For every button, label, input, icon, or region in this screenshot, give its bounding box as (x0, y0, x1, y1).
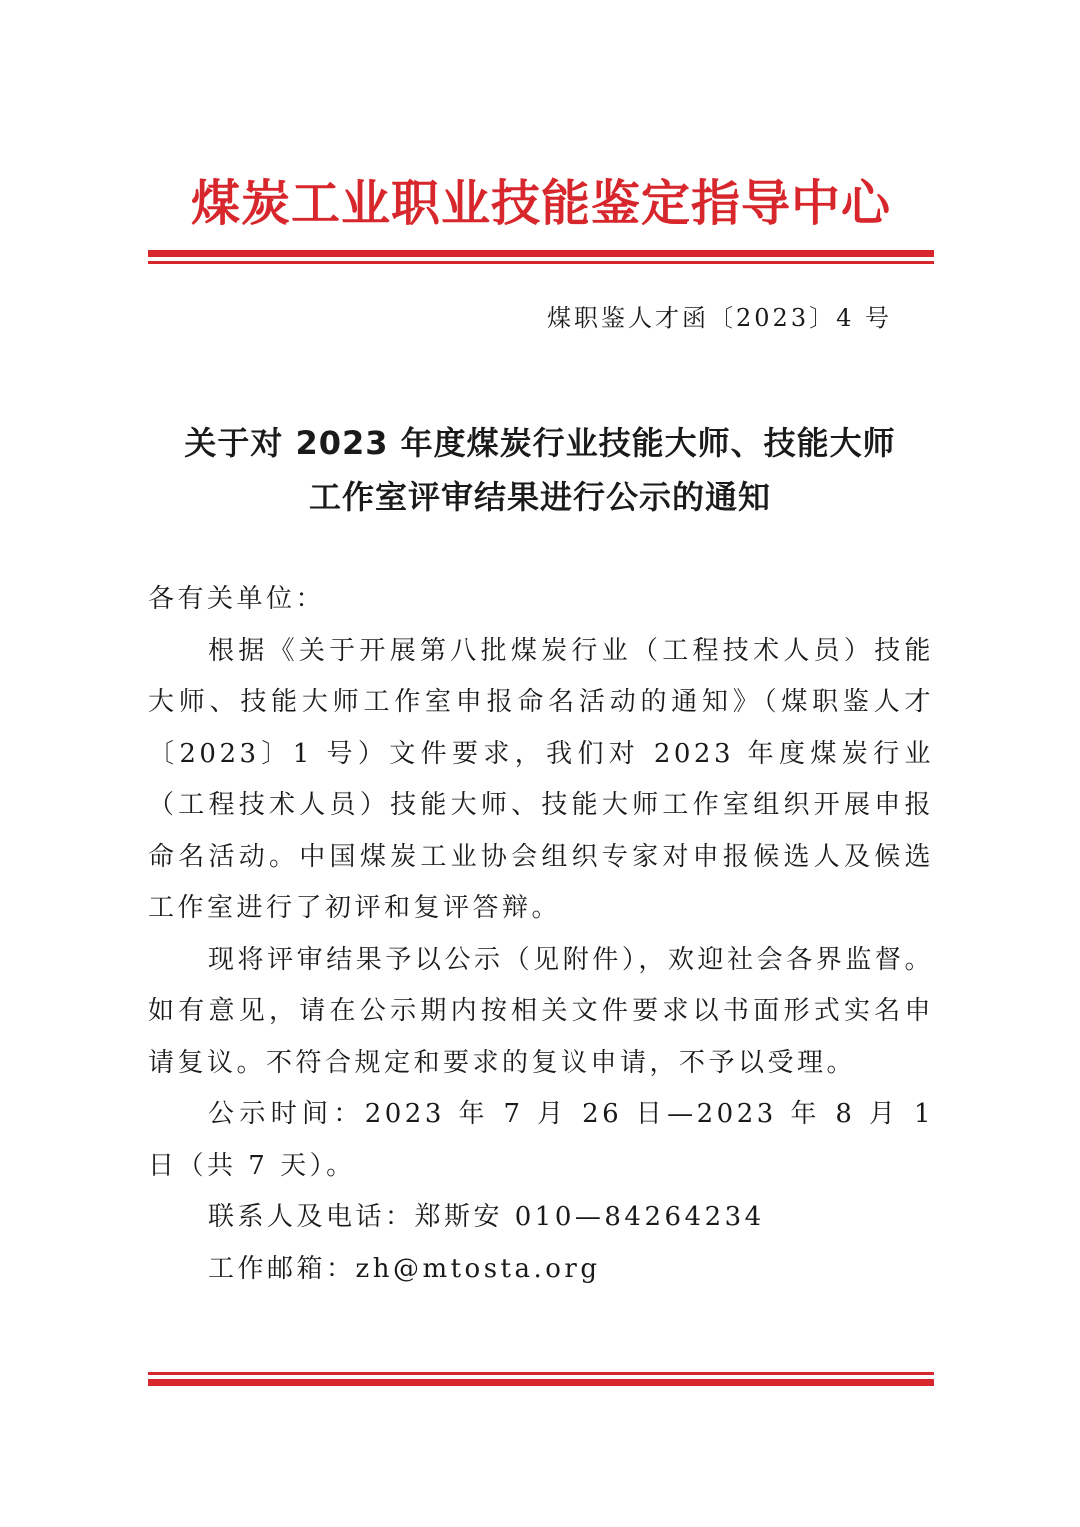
title-line-2: 工作室评审结果进行公示的通知 (308, 478, 771, 516)
header-red-rule-thick (148, 250, 934, 257)
document-number: 煤职鉴人才函〔2023〕4 号 (547, 304, 892, 332)
document-title (100, 416, 980, 524)
contact-email: 工作邮箱：zh@mtosta.org (208, 1253, 601, 1284)
issuing-organization-name: 煤炭工业职业技能鉴定指导中心 (190, 175, 891, 232)
footer-red-rule-thin (148, 1372, 934, 1375)
title-line-1: 关于对 2023 年度煤炭行业技能大师、技能大师 (184, 424, 896, 462)
document-body (148, 574, 934, 1295)
body-paragraph-1: 根据《关于开展第八批煤炭行业（工程技术人员）技能大师、技能大师工作室申报命名活动的通知》（煤职鉴人才〔2023〕1 号）文件要求，我们对 2023 年度煤炭行业（工程技术人员）技能大师、技能大师工作室组织开展申报命名活动。中国煤炭工业协会组织专家对申报候选人及候选工作室进行了初评和复评答辩。 (148, 635, 934, 923)
body-paragraph-2: 现将评审结果予以公示（见附件），欢迎社会各界监督。如有意见，请在公示期内按相关文件要求以书面形式实名申请复议。不符合规定和要求的复议申请，不予以受理。 (148, 944, 934, 1078)
footer-red-rule-thick (148, 1379, 934, 1386)
header-red-rule-thin (148, 261, 934, 264)
contact-info: 联系人及电话：郑斯安 010—84264234 (208, 1202, 765, 1232)
salutation: 各有关单位： (148, 584, 326, 614)
notice-period: 公示时间：2023 年 7 月 26 日—2023 年 8 月 1 日（共 7 天）。 (148, 1099, 934, 1181)
